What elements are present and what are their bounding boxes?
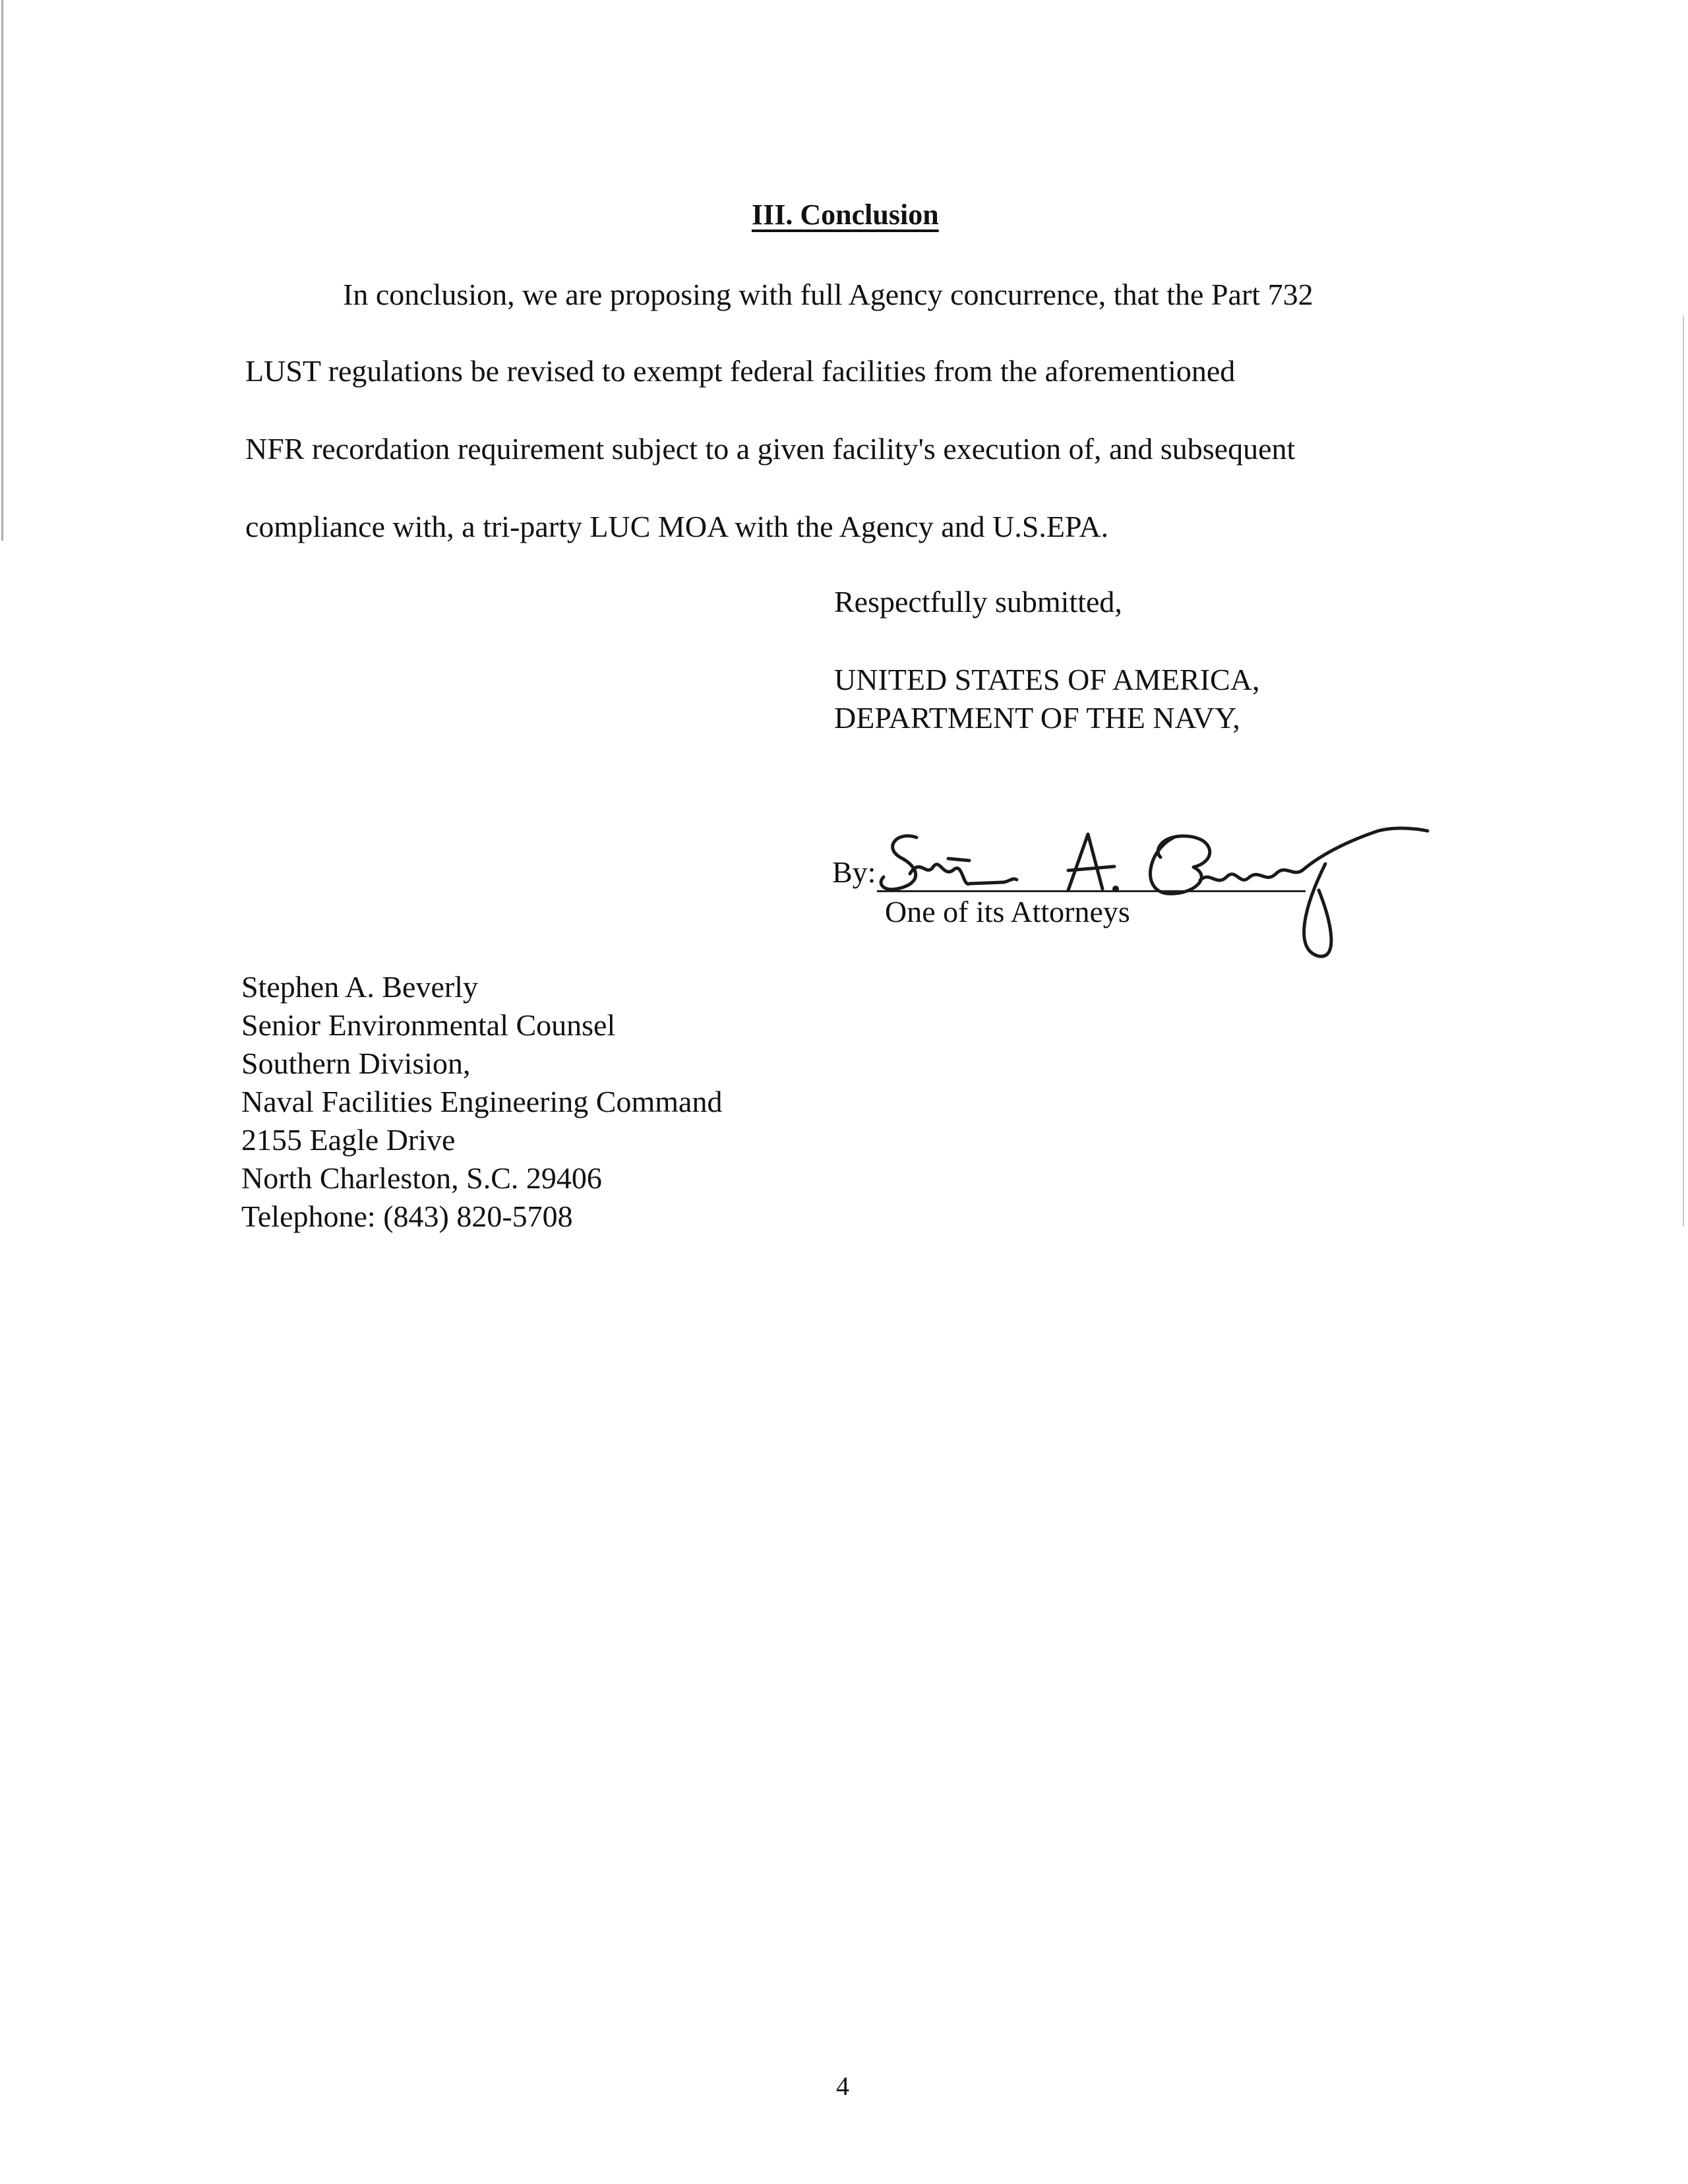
- paragraph-line-4: compliance with, a tri-party LUC MOA with the Agency and U.S.EPA.: [245, 510, 1109, 543]
- address-line-city: North Charleston, S.C. 29406: [241, 1161, 602, 1195]
- address-line-telephone: Telephone: (843) 820-5708: [241, 1199, 573, 1233]
- paragraph-line-3: NFR recordation requirement subject to a given facility's execution of, and subsequent: [245, 432, 1296, 466]
- party-line-1: UNITED STATES OF AMERICA,: [834, 663, 1260, 696]
- address-line-name: Stephen A. Beverly: [241, 970, 478, 1004]
- closing-text: Respectfully submitted,: [834, 585, 1122, 619]
- scan-right-edge-mark: [1683, 317, 1684, 1227]
- scan-left-edge-mark: [1, 0, 3, 541]
- page-number: 4: [836, 2071, 849, 2101]
- section-heading: III. Conclusion: [752, 198, 939, 231]
- handwritten-signature: [870, 811, 1437, 963]
- signature-caption: One of its Attorneys: [885, 895, 1130, 928]
- paragraph-line-2: LUST regulations be revised to exempt federal facilities from the aforementioned: [245, 354, 1236, 388]
- address-line-command: Naval Facilities Engineering Command: [241, 1085, 723, 1118]
- address-line-division: Southern Division,: [241, 1046, 471, 1080]
- address-line-street: 2155 Eagle Drive: [241, 1123, 456, 1157]
- by-label: By:: [832, 855, 876, 889]
- address-block: [241, 968, 722, 1236]
- paragraph-line-1: In conclusion, we are proposing with full Agency concurrence, that the Part 732: [343, 278, 1313, 311]
- party-line-2: DEPARTMENT OF THE NAVY,: [834, 701, 1240, 735]
- address-line-title: Senior Environmental Counsel: [241, 1008, 616, 1042]
